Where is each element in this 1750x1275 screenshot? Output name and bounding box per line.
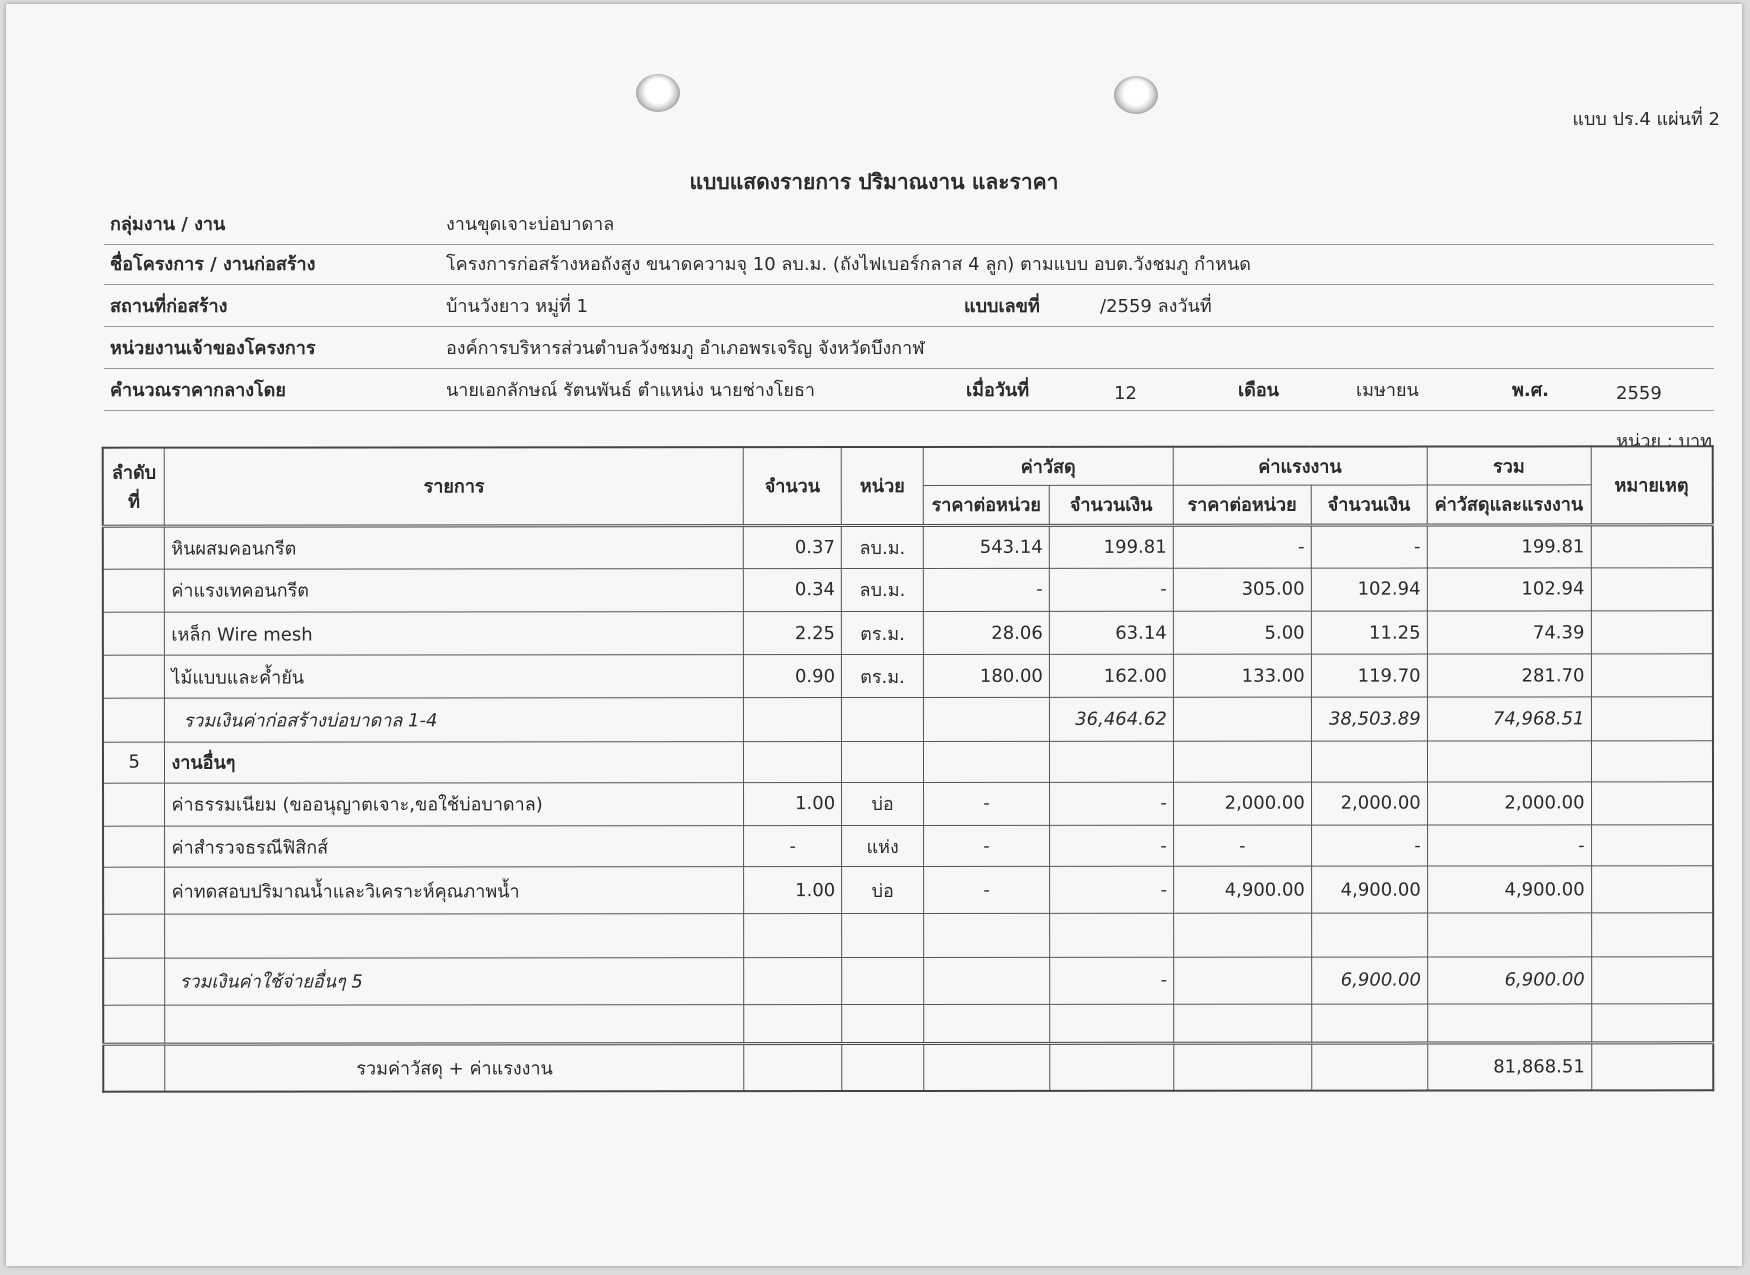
project-label: ชื่อโครงการ / งานก่อสร้าง (110, 254, 316, 275)
estimator-value: นายเอกลักษณ์ รัตนพันธ์ ตำแหน่ง นายช่างโยธา (446, 380, 816, 401)
empty-cell (842, 1044, 924, 1091)
row-labor-price: 4,900.00 (1173, 866, 1311, 913)
row-remark (1591, 654, 1713, 697)
row-remark (1591, 825, 1713, 866)
group-label: กลุ่มงาน / งาน (110, 214, 226, 235)
subtotal-2-labor: 6,900.00 (1311, 957, 1427, 1004)
plan-no-label: แบบเลขที่ (964, 296, 1040, 317)
empty-cell (1427, 1004, 1591, 1043)
month-label: เดือน (1238, 380, 1279, 401)
row-labor-price: 2,000.00 (1173, 782, 1311, 825)
subtotal-1-label: รวมเงินค่าก่อสร้างบ่อบาดาล 1-4 (165, 698, 744, 742)
table-row (103, 866, 1713, 915)
row-qty: 1.00 (744, 867, 842, 914)
owner-label: หน่วยงานเจ้าของโครงการ (110, 338, 316, 359)
header-material-amount: จำนวนเงิน (1049, 485, 1173, 525)
empty-cell (1591, 740, 1713, 781)
empty-cell (924, 741, 1050, 782)
empty-cell (165, 1005, 744, 1045)
row-remark (1591, 568, 1713, 611)
empty-cell (1427, 740, 1591, 781)
empty-cell (842, 698, 924, 741)
site-value: บ้านวังยาว หมู่ที่ 1 (446, 296, 588, 317)
empty-cell (1050, 1043, 1174, 1091)
row-material-amount: - (1049, 782, 1173, 825)
empty-cell (842, 1004, 924, 1043)
row-no (103, 569, 165, 612)
row-labor-amount: - (1311, 825, 1427, 866)
row-material-amount: - (1050, 866, 1174, 913)
header-qty: จำนวน (743, 447, 841, 525)
empty-cell (1311, 914, 1427, 957)
row-item: เหล็ก Wire mesh (165, 612, 744, 656)
subtotal-1-labor: 38,503.89 (1311, 697, 1427, 740)
row-material-amount: - (1049, 568, 1173, 611)
row-unit: บ่อ (842, 867, 924, 914)
row-no (103, 612, 165, 655)
row-no (103, 783, 165, 826)
date-day: 12 (1114, 383, 1137, 404)
row-material-price: - (924, 825, 1050, 866)
year-label: พ.ศ. (1512, 380, 1549, 401)
form-number: แบบ ปร.4 แผ่นที่ 2 (1572, 109, 1720, 130)
row-total: 102.94 (1427, 568, 1591, 611)
row-material-amount: - (1049, 825, 1173, 866)
table-row (103, 825, 1713, 868)
row-material-price: 543.14 (923, 525, 1049, 568)
owner-value: องค์การบริหารส่วนตำบลวังชมภู อำเภอพรเจริญ จังหวัดบึงกาฬ (446, 338, 925, 359)
subtotal-1-total: 74,968.51 (1427, 697, 1591, 740)
empty-cell (1173, 914, 1311, 957)
row-no (103, 526, 165, 569)
section-5-no: 5 (103, 742, 165, 783)
row-unit: แห่ง (842, 825, 924, 866)
row-labor-amount: 11.25 (1311, 611, 1427, 654)
empty-cell (1050, 914, 1174, 957)
info-row-group (104, 206, 1714, 245)
row-qty: 0.34 (744, 568, 842, 611)
row-unit: ตร.ม. (842, 655, 924, 698)
row-material-amount: 162.00 (1049, 654, 1173, 697)
row-labor-amount: 102.94 (1311, 568, 1427, 611)
row-material-amount: 199.81 (1049, 525, 1173, 568)
row-remark (1591, 782, 1713, 825)
header-total-sub: ค่าวัสดุและแรงงาน (1427, 484, 1591, 524)
row-qty: 0.37 (743, 525, 841, 568)
row-material-price: 28.06 (923, 611, 1049, 654)
row-total: 74.39 (1427, 611, 1591, 654)
empty-cell (103, 958, 165, 1005)
info-row-estimator (104, 372, 1714, 411)
section-row (103, 740, 1713, 783)
empty-cell (744, 957, 842, 1004)
row-labor-price: 5.00 (1173, 611, 1311, 654)
empty-cell (744, 1044, 842, 1091)
table-row (103, 568, 1713, 613)
unit-note: หน่วย : บาท (1616, 431, 1712, 452)
row-labor-amount: 2,000.00 (1311, 782, 1427, 825)
punch-hole-right (1114, 76, 1158, 114)
subtotal-row-1 (103, 697, 1713, 742)
row-unit: ตร.ม. (841, 611, 923, 654)
row-no (103, 826, 165, 867)
header-labor-unit-price: ราคาต่อหน่วย (1173, 485, 1311, 525)
row-unit: บ่อ (842, 782, 924, 825)
year-value: 2559 (1616, 383, 1662, 404)
empty-cell (924, 1004, 1050, 1043)
header-labor-amount: จำนวนเงิน (1311, 485, 1427, 525)
blank-row (103, 913, 1713, 958)
empty-cell (1591, 697, 1713, 740)
row-labor-amount: 119.70 (1311, 654, 1427, 697)
row-labor-amount: - (1311, 525, 1427, 568)
document-title: แบบแสดงรายการ ปริมาณงาน และราคา (689, 170, 1059, 194)
row-labor-price: 133.00 (1173, 654, 1311, 697)
empty-cell (924, 1043, 1050, 1091)
empty-cell (744, 1005, 842, 1044)
row-labor-price: - (1173, 825, 1311, 866)
row-remark (1591, 866, 1713, 913)
header-total: รวม (1427, 446, 1591, 484)
empty-cell (1591, 913, 1713, 956)
row-total: 199.81 (1427, 524, 1591, 567)
empty-cell (103, 1044, 165, 1091)
empty-cell (103, 1005, 165, 1044)
empty-cell (842, 741, 924, 782)
project-value: โครงการก่อสร้างหอถังสูง ขนาดความจุ 10 ลบ.ม. (ถังไฟเบอร์กลาส 4 ลูก) ตามแบบ อบต.วังชมภู กำหนด (446, 254, 1251, 275)
row-labor-amount: 4,900.00 (1311, 866, 1427, 913)
empty-cell (1050, 1004, 1174, 1043)
row-material-price: - (924, 867, 1050, 914)
subtotal-1-no (103, 699, 165, 742)
empty-cell (1174, 1004, 1312, 1043)
row-remark (1591, 611, 1713, 654)
header-no: ลำดับที่ (103, 448, 165, 526)
info-row-project (104, 246, 1714, 285)
empty-cell (842, 957, 924, 1004)
row-qty: 0.90 (744, 655, 842, 698)
row-material-price: - (923, 568, 1049, 611)
table-row (103, 611, 1713, 656)
table-row (103, 524, 1713, 569)
plan-no-value: /2559 ลงวันที่ (1100, 296, 1212, 317)
grand-total-label: รวมค่าวัสดุ + ค่าแรงงาน (165, 1044, 744, 1092)
row-qty: 2.25 (744, 611, 842, 654)
header-remark: หมายเหตุ (1591, 446, 1713, 524)
empty-cell (1174, 957, 1312, 1004)
row-total: 4,900.00 (1427, 866, 1591, 913)
subtotal-2-label: รวมเงินค่าใช้จ่ายอื่นๆ 5 (165, 957, 744, 1005)
empty-cell (924, 957, 1050, 1004)
grand-total-value: 81,868.51 (1427, 1043, 1591, 1091)
row-labor-price: 305.00 (1173, 568, 1311, 611)
row-no (103, 867, 165, 914)
empty-cell (1427, 913, 1591, 956)
punch-hole-left (636, 74, 680, 112)
month-value: เมษายน (1356, 380, 1419, 401)
empty-cell (1591, 1043, 1713, 1091)
empty-cell (744, 741, 842, 782)
group-value: งานขุดเจาะบ่อบาดาล (446, 214, 615, 235)
row-total: 281.70 (1427, 654, 1591, 697)
empty-cell (1174, 1043, 1312, 1091)
empty-cell (924, 914, 1050, 957)
row-item: ค่าสำรวจธรณีฟิสิกส์ (165, 826, 744, 868)
row-item: ค่าธรรมเนียม (ขออนุญาตเจาะ,ขอใช้บ่อบาดาล) (165, 782, 744, 826)
empty-cell (165, 914, 744, 958)
info-row-owner (104, 330, 1714, 369)
empty-cell (744, 914, 842, 957)
empty-cell (1311, 741, 1427, 782)
empty-cell (103, 915, 165, 958)
empty-cell (924, 698, 1050, 741)
estimator-label: คำนวณราคากลางโดย (110, 380, 286, 401)
header-material-unit-price: ราคาต่อหน่วย (923, 485, 1049, 525)
section-5-label: งานอื่นๆ (165, 741, 744, 783)
subtotal-2-total: 6,900.00 (1427, 957, 1591, 1004)
subtotal-row-2 (103, 956, 1713, 1005)
subtotal-1-material: 36,464.62 (1049, 698, 1173, 741)
empty-cell (1173, 741, 1311, 782)
empty-cell (744, 698, 842, 741)
date-label: เมื่อวันที่ (966, 380, 1030, 401)
row-labor-price: - (1173, 525, 1311, 568)
empty-cell (842, 914, 924, 957)
row-unit: ลบ.ม. (841, 525, 923, 568)
grand-total-row (103, 1043, 1713, 1092)
header-item: รายการ (165, 447, 744, 526)
row-item: ค่าแรงเทคอนกรีต (165, 568, 744, 612)
table-row (103, 654, 1713, 699)
header-unit: หน่วย (841, 447, 923, 525)
row-item: หินผสมคอนกรีต (165, 525, 744, 569)
empty-cell (1173, 698, 1311, 741)
empty-cell (1591, 956, 1713, 1003)
blank-row (103, 1004, 1713, 1044)
header-labor: ค่าแรงงาน (1173, 447, 1427, 485)
empty-cell (1311, 1043, 1427, 1091)
row-qty: - (744, 826, 842, 867)
row-qty: 1.00 (744, 782, 842, 825)
row-total: - (1427, 825, 1591, 866)
empty-cell (1049, 741, 1173, 782)
table-row (103, 782, 1713, 827)
row-material-price: - (924, 782, 1050, 825)
row-material-price: 180.00 (923, 655, 1049, 698)
info-row-site (104, 288, 1714, 327)
row-material-amount: 63.14 (1049, 611, 1173, 654)
empty-cell (1591, 1004, 1713, 1043)
document-sheet (6, 4, 1742, 1266)
row-item: ไม้แบบและค้ำยัน (165, 655, 744, 699)
row-item: ค่าทดสอบปริมาณน้ำและวิเคราะห์คุณภาพน้ำ (165, 867, 744, 915)
row-no (103, 655, 165, 698)
boq-table (102, 445, 1715, 1092)
empty-cell (1311, 1004, 1427, 1043)
header-material: ค่าวัสดุ (923, 447, 1173, 485)
site-label: สถานที่ก่อสร้าง (110, 296, 228, 317)
row-remark (1591, 524, 1713, 567)
row-total: 2,000.00 (1427, 782, 1591, 825)
row-unit: ลบ.ม. (841, 568, 923, 611)
subtotal-2-material: - (1050, 957, 1174, 1004)
